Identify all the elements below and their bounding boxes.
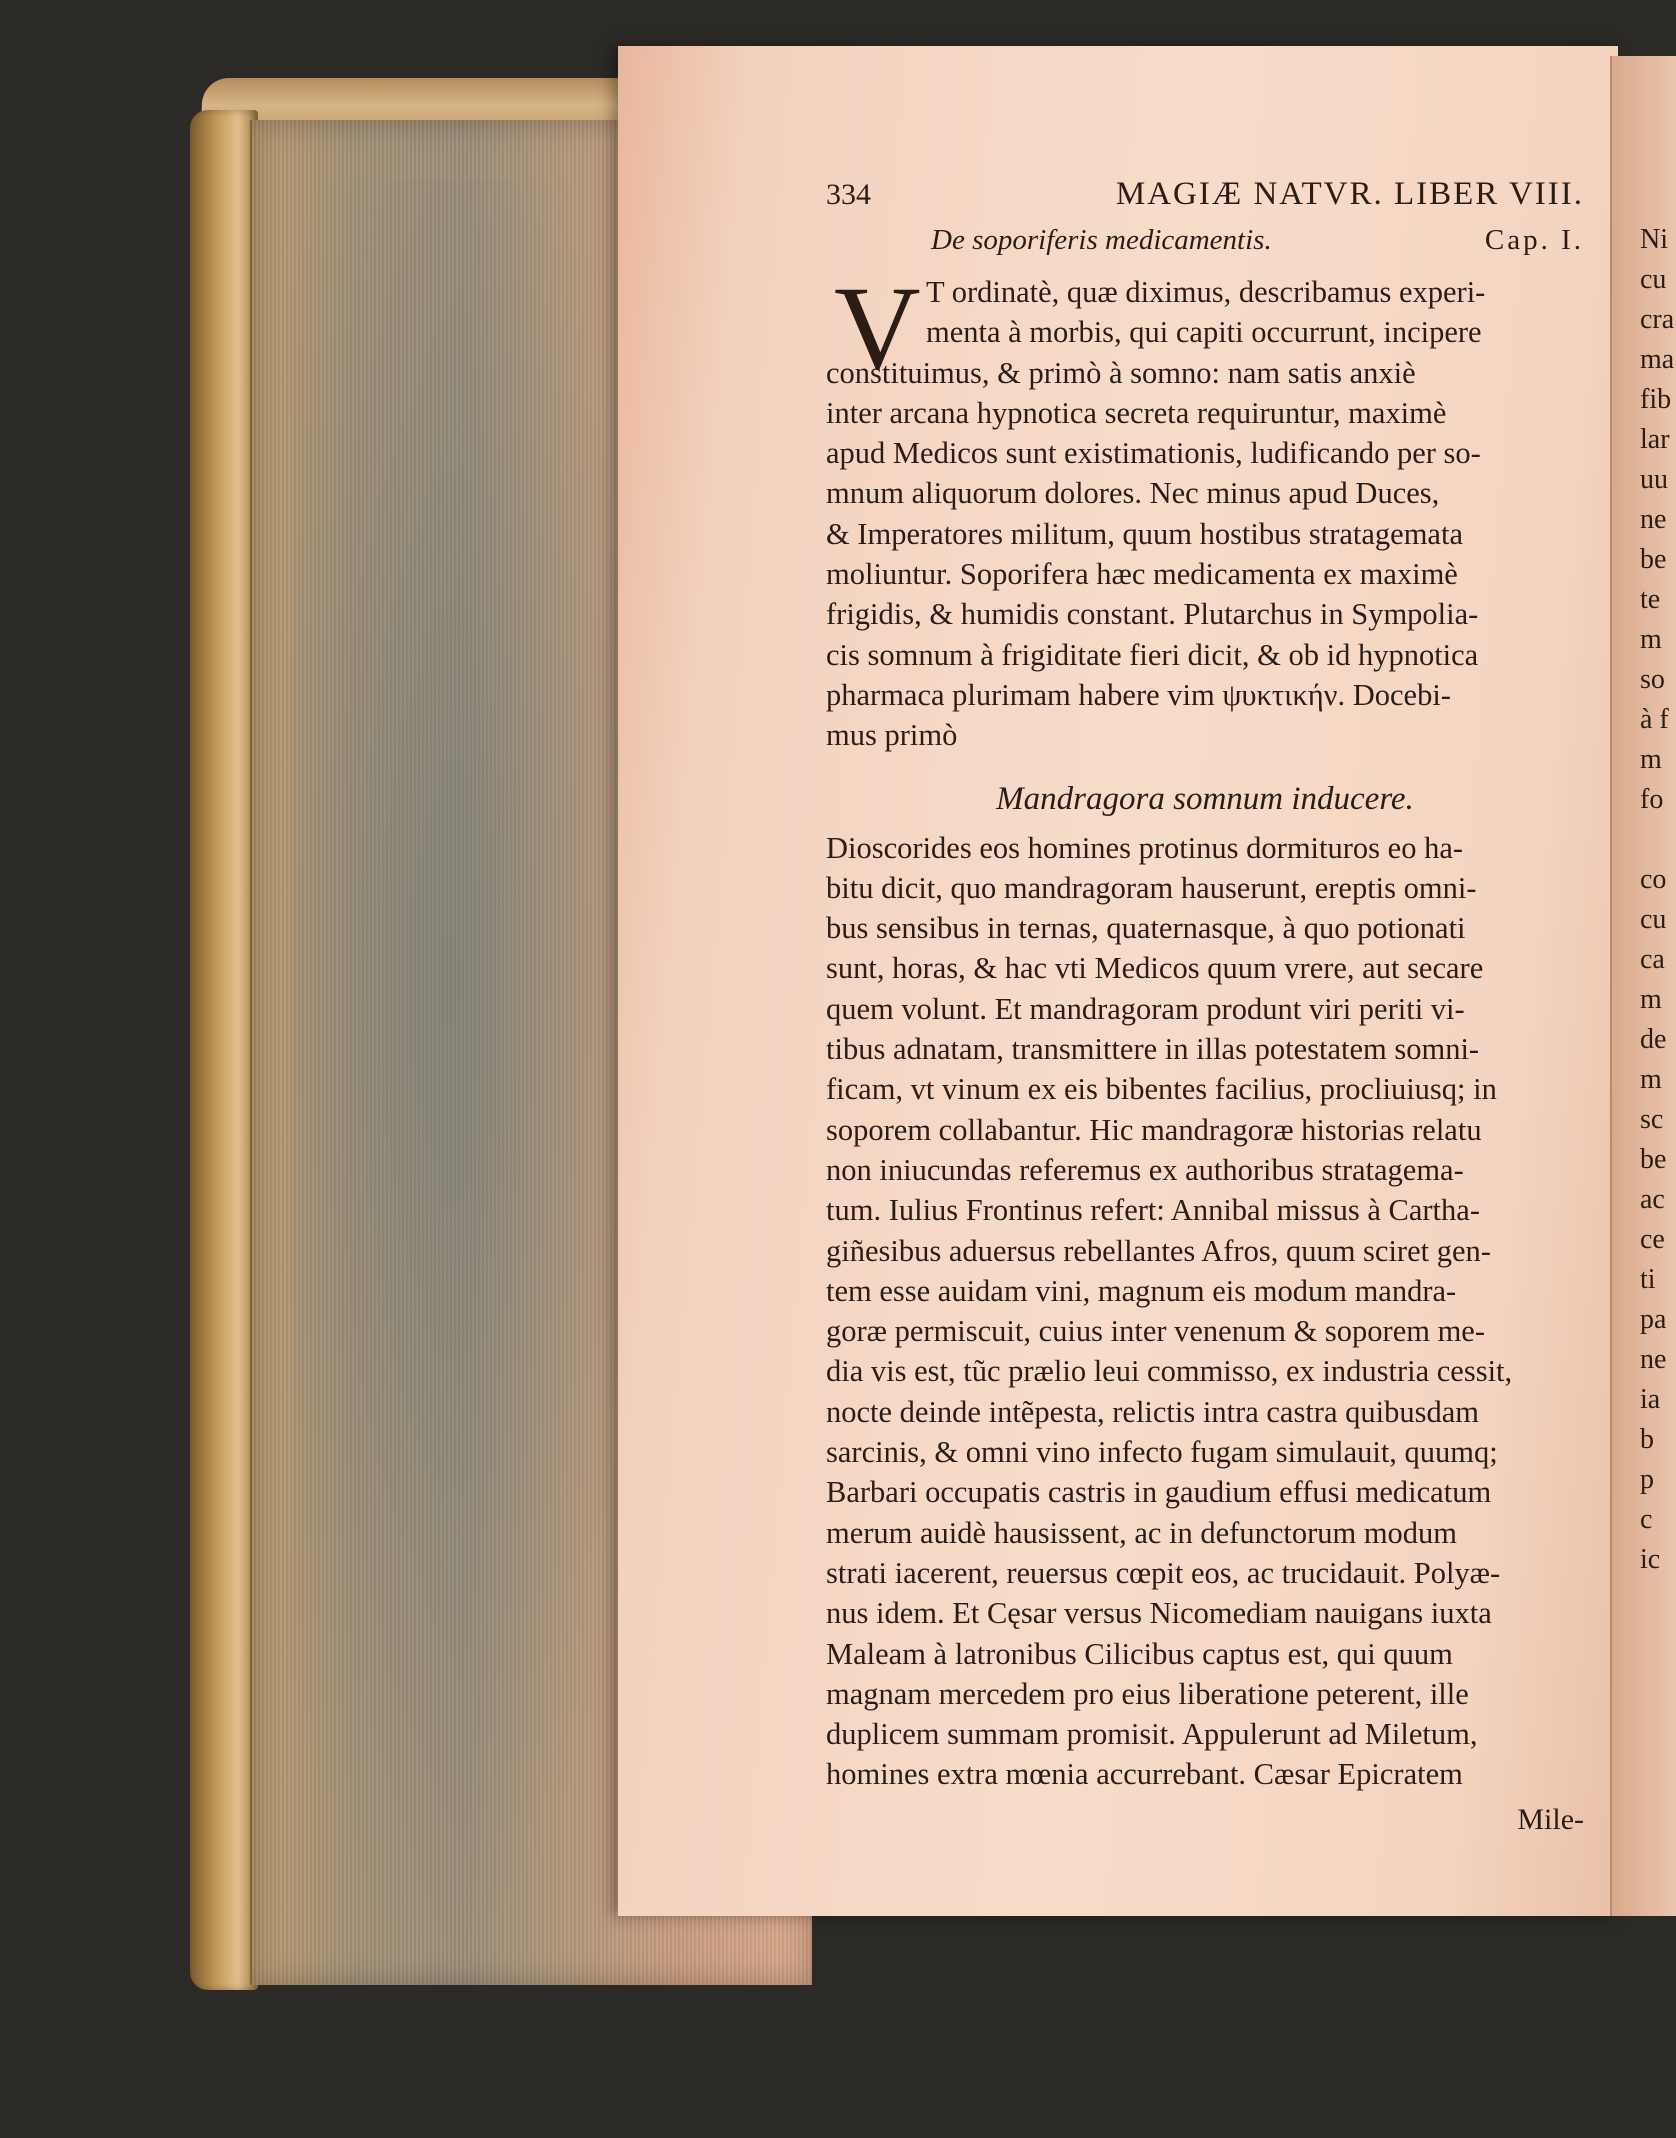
- text-line: giñesibus aduersus rebellantes Afros, quum sciret gen-: [826, 1233, 1491, 1268]
- text-line: inter arcana hypnotica secreta requiruntur, maximè: [826, 395, 1447, 430]
- facing-page-fragment: ic: [1640, 1544, 1661, 1575]
- text-line: homines extra mœnia accurrebant. Cæsar Epicratem: [826, 1757, 1463, 1792]
- book-spine-cover: [190, 110, 258, 1990]
- text-line: tibus adnatam, transmittere in illas potestatem somni-: [826, 1032, 1480, 1067]
- text-line: dia vis est, tũc prælio leui commisso, ex industria cessit,: [826, 1354, 1513, 1389]
- text-line: sunt, horas, & hac vti Medicos quum vrere, aut secare: [826, 951, 1484, 986]
- facing-page-fragment: so: [1640, 664, 1665, 695]
- text-line: quem volunt. Et mandragoram produnt viri periti vi-: [826, 991, 1465, 1026]
- text-line: frigidis, & humidis constant. Plutarchus in Sympolia-: [826, 597, 1479, 632]
- paragraph-mandragora: [826, 828, 1584, 1795]
- text-line: Barbari occupatis castris in gaudium effusi medicatum: [826, 1475, 1492, 1510]
- water-stain: [292, 180, 672, 1960]
- text-line: soporem collabantur. Hic mandragoræ historias relatu: [826, 1112, 1482, 1147]
- chapter-title: De soporiferis medicamentis.: [931, 224, 1272, 256]
- facing-page-fragment: be: [1640, 544, 1667, 575]
- facing-page-fragment: ac: [1640, 1184, 1665, 1215]
- facing-page-fragment: fib: [1640, 384, 1672, 415]
- facing-page-fragment: ma: [1640, 344, 1675, 375]
- drop-capital: V: [834, 261, 921, 394]
- facing-page-fragment: de: [1640, 1024, 1667, 1055]
- facing-page-fragment: lar: [1640, 424, 1670, 455]
- paragraph-introduction: [826, 261, 1584, 756]
- text-line: bus sensibus in ternas, quaternasque, à quo potionati: [826, 911, 1466, 946]
- facing-page-fragment: cu: [1640, 264, 1667, 295]
- running-head: [826, 176, 1584, 224]
- running-title: MAGIÆ NATVR. LIBER VIII.: [1115, 176, 1584, 212]
- facing-page-fragment: ti: [1640, 1264, 1656, 1295]
- facing-page-fragment: m: [1640, 744, 1662, 775]
- text-line: constituimus, & primò à somno: nam satis anxiè: [826, 355, 1416, 390]
- facing-page-fragment: c: [1640, 1504, 1653, 1535]
- text-line: nocte deinde intẽpesta, relictis intra castra quibusdam: [826, 1394, 1479, 1429]
- text-line: mnum aliquorum dolores. Nec minus apud Duces,: [826, 476, 1440, 511]
- text-line: nus idem. Et Cęsar versus Nicomediam nauigans iuxta: [826, 1596, 1492, 1631]
- chapter-number: Cap. I.: [1484, 224, 1584, 256]
- facing-page-fragment: pa: [1640, 1304, 1667, 1335]
- text-line: bitu dicit, quo mandragoram hauserunt, ereptis omni-: [826, 870, 1477, 905]
- text-line: moliuntur. Soporifera hæc medicamenta ex maximè: [826, 557, 1458, 592]
- facing-page-fragment: à f: [1640, 704, 1669, 735]
- facing-page-fragment: sc: [1640, 1104, 1664, 1135]
- facing-page-fragment: cu: [1640, 904, 1667, 935]
- text-line: magnam mercedem pro eius liberatione peterent, ille: [826, 1676, 1469, 1711]
- facing-page-fragment: cra: [1640, 304, 1675, 335]
- facing-page-fragment: p: [1640, 1464, 1654, 1495]
- facing-page-fragment: ne: [1640, 1344, 1667, 1375]
- text-line: Maleam à latronibus Cilicibus captus est, qui quum: [826, 1636, 1453, 1671]
- text-line: pharmaca plurimam habere vim ψυκτικήν. Docebi-: [826, 677, 1451, 712]
- text-line: apud Medicos sunt existimationis, ludificando per so-: [826, 436, 1481, 471]
- text-line: merum auidè hausissent, ac in defunctorum modum: [826, 1515, 1458, 1550]
- text-line: tum. Iulius Frontinus refert: Annibal missus à Cartha-: [826, 1193, 1480, 1228]
- facing-page-fragment: ca: [1640, 944, 1665, 975]
- text-line: non iniucundas referemus ex authoribus stratagema-: [826, 1152, 1464, 1187]
- text-line: Dioscorides eos homines protinus dormituros eo ha-: [826, 830, 1464, 865]
- text-line: goræ permiscuit, cuius inter venenum & soporem me-: [826, 1314, 1485, 1349]
- facing-page-fragment: te: [1640, 584, 1661, 615]
- facing-page-fragment: ia: [1640, 1384, 1661, 1415]
- chapter-heading: [826, 224, 1584, 272]
- text-line: duplicem summam promisit. Appulerunt ad Miletum,: [826, 1717, 1478, 1752]
- text-line: strati iacerent, reuersus cœpit eos, ac trucidauit. Polyæ-: [826, 1555, 1501, 1590]
- text-line: tem esse auidam vini, magnum eis modum mandra-: [826, 1273, 1457, 1308]
- text-line: & Imperatores militum, quum hostibus stratagemata: [826, 516, 1463, 551]
- text-line: mus primò: [826, 718, 958, 753]
- facing-page-fragment: b: [1640, 1424, 1654, 1455]
- facing-page-fragment: [1640, 820, 1676, 860]
- catchword: Mile-: [1517, 1802, 1584, 1836]
- text-line: T ordinatè, quæ diximus, describamus experi-: [926, 275, 1486, 309]
- facing-page-fragment: ne: [1640, 504, 1667, 535]
- facing-page-fragment: be: [1640, 1144, 1667, 1175]
- text-line: ficam, vt vinum ex eis bibentes facilius, procliuiusq; in: [826, 1072, 1497, 1107]
- text-line: menta à morbis, qui capiti occurrunt, incipere: [926, 315, 1482, 350]
- facing-page-fragment: m: [1640, 624, 1662, 655]
- section-heading: Mandragora somnum inducere.: [996, 780, 1414, 817]
- page-number: 334: [826, 178, 871, 211]
- facing-page-fragment: m: [1640, 984, 1662, 1015]
- page-text-block: [826, 176, 1584, 1837]
- facing-page-fragment: ce: [1640, 1224, 1665, 1255]
- facing-page-text-fragments: [1640, 220, 1676, 1580]
- facing-page-fragment: Ni: [1640, 224, 1668, 255]
- facing-page-fragment: uu: [1640, 464, 1668, 495]
- facing-page-fragment: m: [1640, 1064, 1662, 1095]
- facing-page-fragment: co: [1640, 864, 1667, 895]
- text-line: sarcinis, & omni vino infecto fugam simulauit, quumq;: [826, 1435, 1498, 1470]
- facing-page-fragment: fo: [1640, 784, 1664, 815]
- text-line: cis somnum à frigiditate fieri dicit, & ob id hypnotica: [826, 637, 1479, 672]
